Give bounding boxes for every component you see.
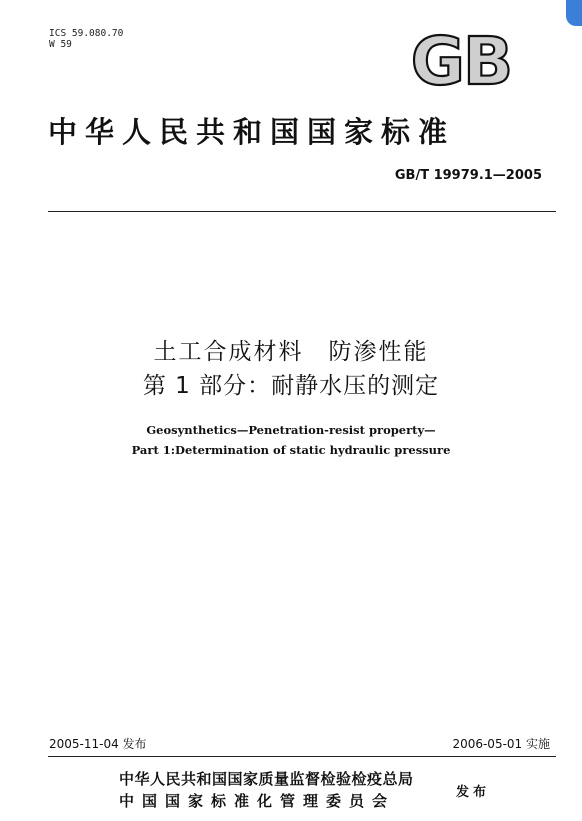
gb-logo xyxy=(398,32,524,90)
bottom-divider xyxy=(48,756,556,757)
issue-date: 2005-11-04 发布 xyxy=(49,737,147,751)
issuer-line2: 中国国家标准化管理委员会 xyxy=(119,792,396,810)
implementation-date: 2006-05-01 实施 xyxy=(452,737,550,751)
chinese-title-line1: 土工合成材料 防渗性能 xyxy=(153,339,429,365)
english-title-line2: Part 1:Determination of static hydraulic pressure xyxy=(131,443,451,457)
english-title-line1: Geosynthetics—Penetration-resist property— xyxy=(146,423,436,437)
standard-number: GB/T 19979.1—2005 xyxy=(394,168,542,183)
ccs-code: W 59 xyxy=(49,39,72,50)
classification-codes xyxy=(49,28,123,50)
ics-code: ICS 59.080.70 xyxy=(49,28,124,39)
chinese-title-line2: 第 1 部分：耐静水压的测定 xyxy=(142,373,440,399)
publish-label: 发布 xyxy=(456,785,491,800)
gb-logo-text: GB xyxy=(410,32,512,90)
standard-title: 中华人民共和国国家标准 xyxy=(48,115,456,149)
top-divider xyxy=(48,211,556,212)
corner-badge[interactable] xyxy=(566,0,582,26)
issuer-line1: 中华人民共和国国家质量监督检验检疫总局 xyxy=(119,770,414,788)
